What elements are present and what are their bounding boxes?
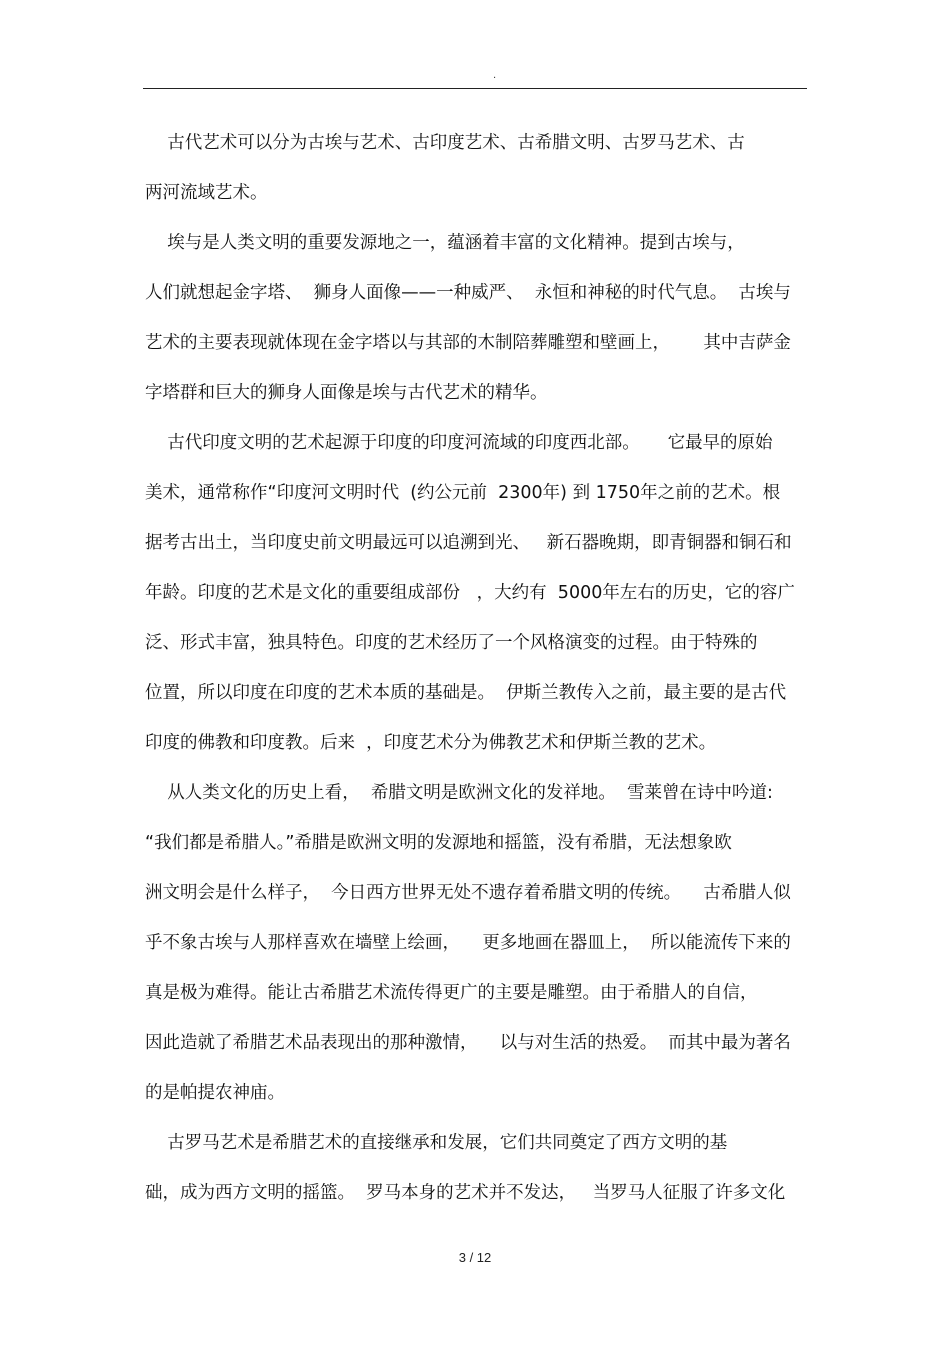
text-line: 乎不象古埃与人那样喜欢在墙壁上绘画， 更多地画在器皿上， 所以能流传下来的 <box>145 933 791 953</box>
text-line: 古罗马艺术是希腊艺术的直接继承和发展，它们共同奠定了西方文明的基 <box>145 1133 728 1153</box>
header-divider <box>143 88 807 89</box>
text-line: 从人类文化的历史上看， 希腊文明是欧洲文化的发祥地。 雪莱曾在诗中吟道: <box>145 783 773 803</box>
text-line: 据考古出土，当印度史前文明最远可以追溯到光、 新石器晚期，即青铜器和铜石和 <box>145 533 792 553</box>
text-line: 古代艺术可以分为古埃与艺术、古印度艺术、古希腊文明、古罗马艺术、古 <box>145 133 745 153</box>
text-line: 美术，通常称作“印度河文明时代 (约公元前 2300年) 到 1750年之前的艺术。根 <box>145 483 781 503</box>
text-line: 人们就想起金字塔、 狮身人面像——一种威严、 永恒和神秘的时代气息。 古埃与 <box>145 283 791 303</box>
text-line: 的是帕提农神庙。 <box>145 1083 285 1103</box>
text-line: 埃与是人类文明的重要发源地之一，蕴涵着丰富的文化精神。提到古埃与， <box>145 233 745 253</box>
text-line: 因此造就了希腊艺术品表现出的那种激情， 以与对生活的热爱。 而其中最为著名 <box>145 1033 791 1053</box>
text-line: 位置，所以印度在印度的艺术本质的基础是。 伊斯兰教传入之前，最主要的是古代 <box>145 683 787 703</box>
text-line: 两河流域艺术。 <box>145 183 268 203</box>
text-line: 洲文明会是什么样子， 今日西方世界无处不遗存着希腊文明的传统。 古希腊人似 <box>145 883 791 903</box>
document-body <box>145 118 815 1218</box>
text-line: 古代印度文明的艺术起源于印度的印度河流域的印度西北部。 它最早的原始 <box>145 433 773 453</box>
text-line: 础，成为西方文明的摇篮。 罗马本身的艺术并不发达， 当罗马人征服了许多文化 <box>145 1183 786 1203</box>
header-mark: . <box>493 70 497 81</box>
text-line: 年龄。印度的艺术是文化的重要组成部份 ，大约有 5000年左右的历史，它的容广 <box>145 583 795 603</box>
text-line: 字塔群和巨大的狮身人面像是埃与古代艺术的精华。 <box>145 383 548 403</box>
page-number: 3 / 12 <box>458 1250 492 1265</box>
text-line: 印度的佛教和印度教。后来 ，印度艺术分为佛教艺术和伊斯兰教的艺术。 <box>145 733 717 753</box>
text-line: 艺术的主要表现就体现在金字塔以与其部的木制陪葬雕塑和壁画上， 其中吉萨金 <box>145 333 791 353</box>
text-line: 真是极为难得。能让古希腊艺术流传得更广的主要是雕塑。由于希腊人的自信， <box>145 983 758 1003</box>
text-line: 泛、形式丰富，独具特色。印度的艺术经历了一个风格演变的过程。由于特殊的 <box>145 633 758 653</box>
text-line: “我们都是希腊人。”希腊是欧洲文明的发源地和摇篮，没有希腊，无法想象欧 <box>145 833 732 853</box>
